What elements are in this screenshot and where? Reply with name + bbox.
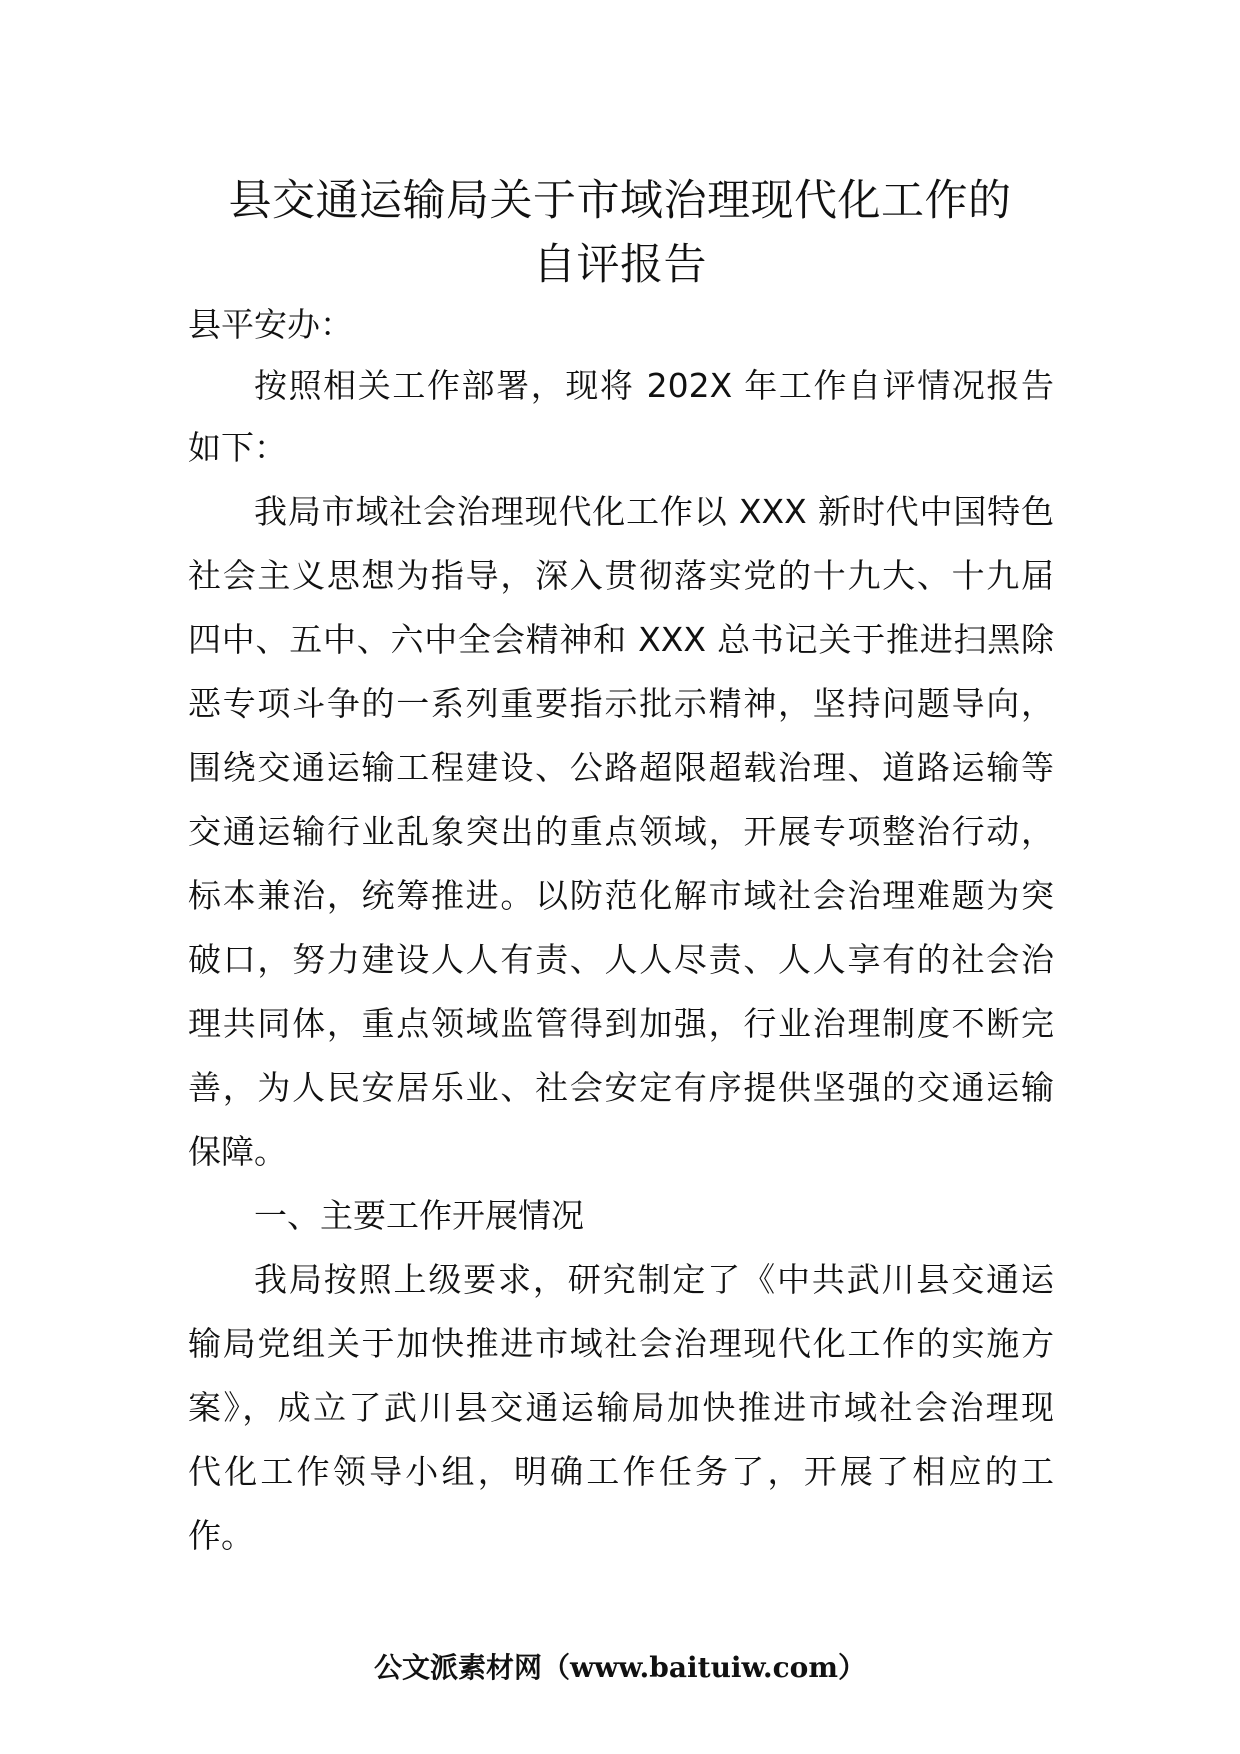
paragraph-line: 作。 xyxy=(188,1516,254,1555)
footer-source: 公文派素材网（www.baituiw.com） xyxy=(374,1651,866,1684)
document-title-line-2: 自评报告 xyxy=(533,240,707,290)
paragraph-line: 善，为人民安居乐业、社会安定有序提供坚强的交通运输 xyxy=(188,1068,1054,1107)
paragraph-line: 社会主义思想为指导，深入贯彻落实党的十九大、十九届 xyxy=(188,556,1054,595)
paragraph-line: 破口，努力建设人人有责、人人尽责、人人享有的社会治 xyxy=(188,940,1054,979)
document-title-line-1: 县交通运输局关于市域治理现代化工作的 xyxy=(228,176,1012,226)
salutation: 县平安办： xyxy=(188,305,353,344)
paragraph-line: 交通运输行业乱象突出的重点领域，开展专项整治行动， xyxy=(188,812,1054,851)
paragraph-line: 四中、五中、六中全会精神和 XXX 总书记关于推进扫黑除 xyxy=(188,620,1054,659)
paragraph-line: 恶专项斗争的一系列重要指示批示精神，坚持问题导向， xyxy=(188,684,1054,723)
section-heading: 一、主要工作开展情况 xyxy=(254,1196,584,1235)
paragraph-line: 我局按照上级要求，研究制定了《中共武川县交通运 xyxy=(254,1260,1054,1299)
intro-line: 按照相关工作部署，现将 202X 年工作自评情况报告 xyxy=(254,366,1054,405)
paragraph-line: 我局市域社会治理现代化工作以 XXX 新时代中国特色 xyxy=(254,492,1054,531)
paragraph-line: 围绕交通运输工程建设、公路超限超载治理、道路运输等 xyxy=(188,748,1054,787)
paragraph-line: 理共同体，重点领域监管得到加强，行业治理制度不断完 xyxy=(188,1004,1054,1043)
paragraph-line: 输局党组关于加快推进市域社会治理现代化工作的实施方 xyxy=(188,1324,1054,1363)
paragraph-line: 保障。 xyxy=(188,1132,287,1171)
paragraph-line: 标本兼治，统筹推进。以防范化解市域社会治理难题为突 xyxy=(188,876,1054,915)
paragraph-line: 代化工作领导小组，明确工作任务了，开展了相应的工 xyxy=(188,1452,1054,1491)
intro-line: 如下： xyxy=(188,428,287,467)
paragraph-line: 案》，成立了武川县交通运输局加快推进市域社会治理现 xyxy=(188,1388,1054,1427)
